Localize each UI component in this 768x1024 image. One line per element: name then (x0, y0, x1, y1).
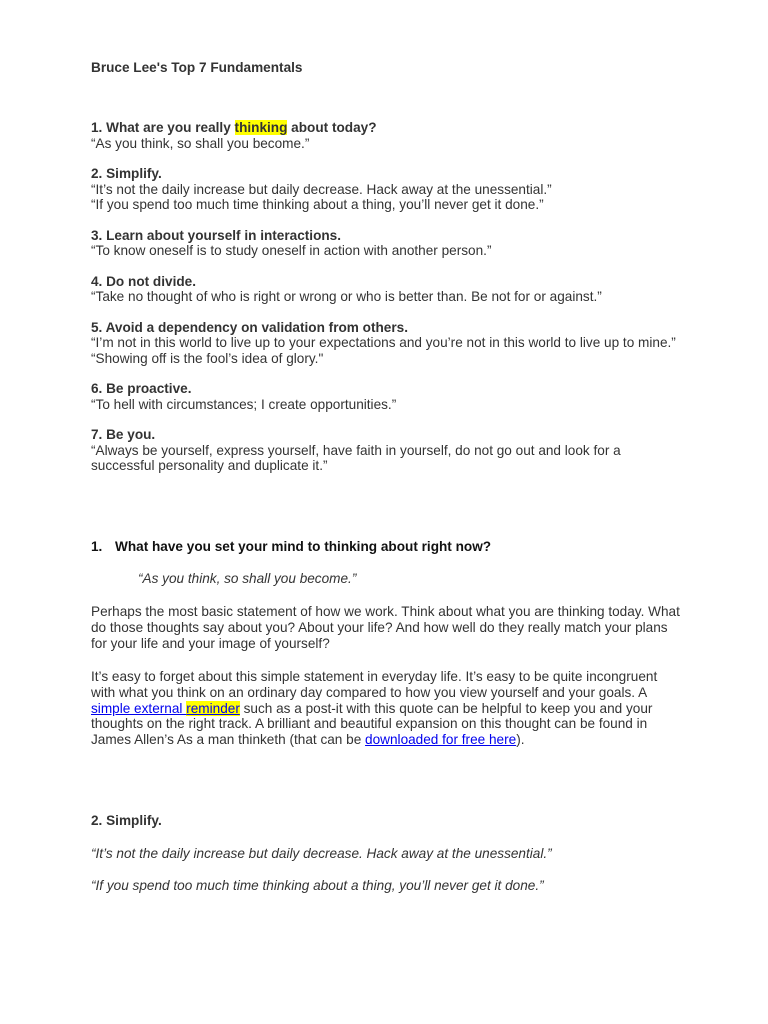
reminder-link[interactable] (91, 701, 240, 716)
section-1-heading (91, 539, 491, 554)
section-1-paragraph-2 (91, 669, 681, 748)
fundamental-heading: 2. Simplify. (91, 166, 162, 181)
heading-text: 1. What are you really (91, 120, 235, 135)
highlighted-link-word[interactable]: reminder (186, 700, 240, 716)
fundamentals-list (91, 120, 681, 489)
fundamental-quote: “Always be yourself, express yourself, have faith in yourself, do not go out and look for a successful personality and duplicate it.” (91, 442, 621, 473)
download-link[interactable]: downloaded for free here (365, 732, 517, 748)
document-title: Bruce Lee's Top 7 Fundamentals (91, 60, 303, 75)
fundamental-quote: “If you spend too much time thinking about a thing, you’ll never get it done.” (91, 197, 544, 212)
fundamental-heading: 4. Do not divide. (91, 273, 196, 289)
paragraph-text: It’s easy to forget about this simple statement in everyday life. It’s easy to be quite incongruent with what you think on an ordinary day compared to how you view yourself and your goals. A (91, 669, 658, 700)
heading-text-end: about today? (287, 120, 377, 135)
section-number: 1. (91, 539, 103, 554)
fundamental-item-4 (91, 274, 681, 305)
fundamental-quote: “To know oneself is to study oneself in action with another person.” (91, 243, 492, 258)
fundamental-item-3 (91, 228, 681, 259)
fundamental-heading: 6. Be proactive. (91, 381, 192, 396)
fundamental-heading (91, 120, 681, 136)
fundamental-quote: “To hell with circumstances; I create opportunities.” (91, 396, 397, 412)
fundamental-heading: 7. Be you. (91, 427, 156, 442)
fundamental-heading: 5. Avoid a dependency on validation from others. (91, 319, 408, 335)
fundamental-quote: “I’m not in this world to live up to your expectations and you’re not in this world to live up to mine.” (91, 335, 676, 350)
fundamental-quote: “As you think, so shall you become.” (91, 135, 310, 151)
section-2-quote-1: “It’s not the daily increase but daily decrease. Hack away at the unessential.” (91, 846, 552, 861)
fundamental-quote: “It’s not the daily increase but daily decrease. Hack away at the unessential.” (91, 181, 552, 197)
paragraph-text: ). (516, 732, 525, 748)
fundamental-quote: “Showing off is the fool’s idea of glory." (91, 350, 324, 366)
paragraph-text: such as a post-it with this quote can be helpful to keep you and your thoughts on the right track. A brilliant and beautiful expansion on this thought can be found in James Allen’s As a man thinketh (that can be (91, 700, 653, 748)
section-heading-text: What have you set your mind to thinking about right now? (115, 539, 492, 554)
link-text[interactable]: simple external (91, 700, 187, 716)
fundamental-quote: “Take no thought of who is right or wrong or who is better than. Be not for or against.” (91, 289, 602, 304)
fundamental-item-6 (91, 381, 681, 412)
section-1-quote: “As you think, so shall you become.” (138, 571, 357, 586)
fundamental-item-2 (91, 166, 681, 213)
section-2-heading: 2. Simplify. (91, 813, 162, 828)
fundamental-heading: 3. Learn about yourself in interactions. (91, 227, 342, 243)
fundamental-item-5 (91, 320, 681, 367)
fundamental-item-7 (91, 427, 681, 474)
highlighted-word: thinking (234, 120, 288, 135)
section-1-paragraph-1: Perhaps the most basic statement of how we work. Think about what you are thinking today. What do those thoughts say about you? About your life? And how well do they really match your plans for your life and your image of yourself? (91, 604, 680, 651)
fundamental-item-1 (91, 120, 681, 151)
section-2-quote-2: “If you spend too much time thinking about a thing, you’ll never get it done.” (91, 878, 544, 893)
